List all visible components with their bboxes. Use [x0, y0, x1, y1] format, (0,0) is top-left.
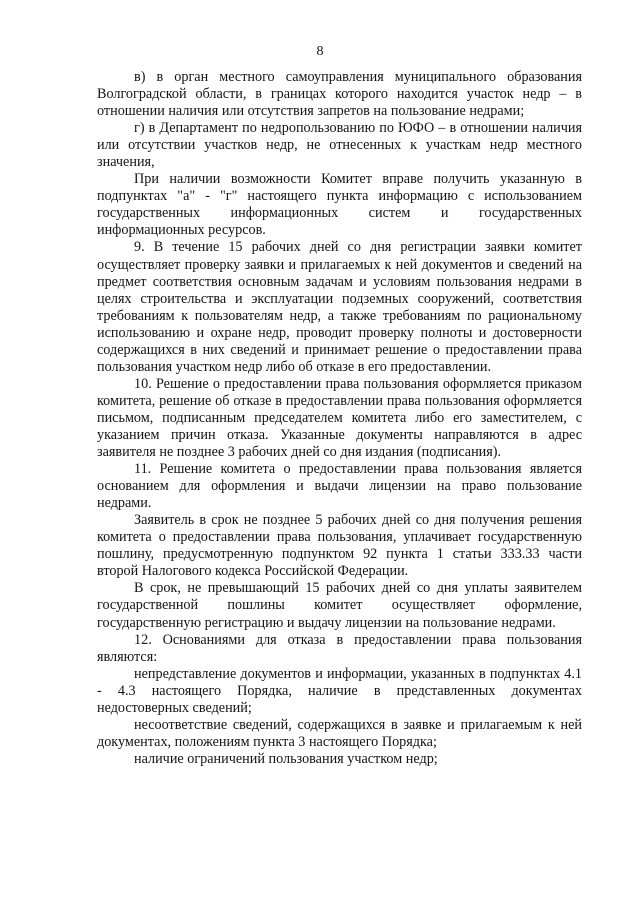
paragraph-refusal-reason-1: непредставление документов и информации, указанных в подпунктах 4.1 - 4.3 настоящего Порядка, наличие в представленных документах недостоверных сведений; — [97, 665, 582, 716]
paragraph-subitem-g: г) в Департамент по недропользованию по ЮФО – в отношении наличия или отсутствии участков недр, не отнесенных к участкам недр местного значения, — [97, 120, 582, 171]
paragraph-refusal-reason-2: несоответствие сведений, содержащихся в заявке и прилагаемым к ней документах, положениям пункта 3 настоящего Порядка; — [97, 716, 582, 750]
paragraph-committee-right: При наличии возможности Комитет вправе получить указанную в подпунктах "а" - "г" настоящего пункта информацию с использованием государственных информационных систем и государственных информационных ресурсов. — [97, 171, 582, 239]
paragraph-state-duty: Заявитель в срок не позднее 5 рабочих дней со дня получения решения комитета о предоставлении права пользования, уплачивает государственную пошлину, предусмотренную подпунктом 92 пункта 1 статьи 333.33 части второй Налогового кодекса Российской Федерации. — [97, 512, 582, 580]
paragraph-clause-11: 11. Решение комитета о предоставлении права пользования является основанием для оформления и выдачи лицензии на право пользование недрами. — [97, 461, 582, 512]
paragraph-subitem-v: в) в орган местного самоуправления муниципального образования Волгоградской области, в границах которого находится участок недр – в отношении наличия или отсутствия запретов на пользование недрами; — [97, 69, 582, 120]
paragraph-license-issue: В срок, не превышающий 15 рабочих дней со дня уплаты заявителем государственной пошлины комитет осуществляет оформление, государственную регистрацию и выдачу лицензии на пользование недрами. — [97, 580, 582, 631]
paragraph-clause-12: 12. Основаниями для отказа в предоставлении права пользования являются: — [97, 631, 582, 665]
document-body — [97, 69, 582, 768]
paragraph-refusal-reason-3: наличие ограничений пользования участком недр; — [134, 750, 438, 767]
paragraph-clause-10: 10. Решение о предоставлении права пользования оформляется приказом комитета, решение об отказе в предоставлении права пользования оформляется письмом, подписанным председателем комитета либо его заместителем, с указанием причин отказа. Указанные документы направляются в адрес заявителя не позднее 3 рабочих дней со дня издания (подписания). — [97, 375, 582, 461]
paragraph-clause-9: 9. В течение 15 рабочих дней со дня регистрации заявки комитет осуществляет проверку заявки и прилагаемых к ней документов и сведений на предмет соответствия основным задачам и условиям пользования недрами в целях строительства и эксплуатации подземных сооружений, соответствия требованиям к пользователям недр, а также требованиям по рациональному использованию и охране недр, проводит проверку полноты и достоверности содержащихся в них сведений и принимает решение о предоставлении права пользования участком недр либо об отказе в его предоставлении. — [97, 239, 582, 375]
page-number: 8 — [316, 44, 324, 59]
